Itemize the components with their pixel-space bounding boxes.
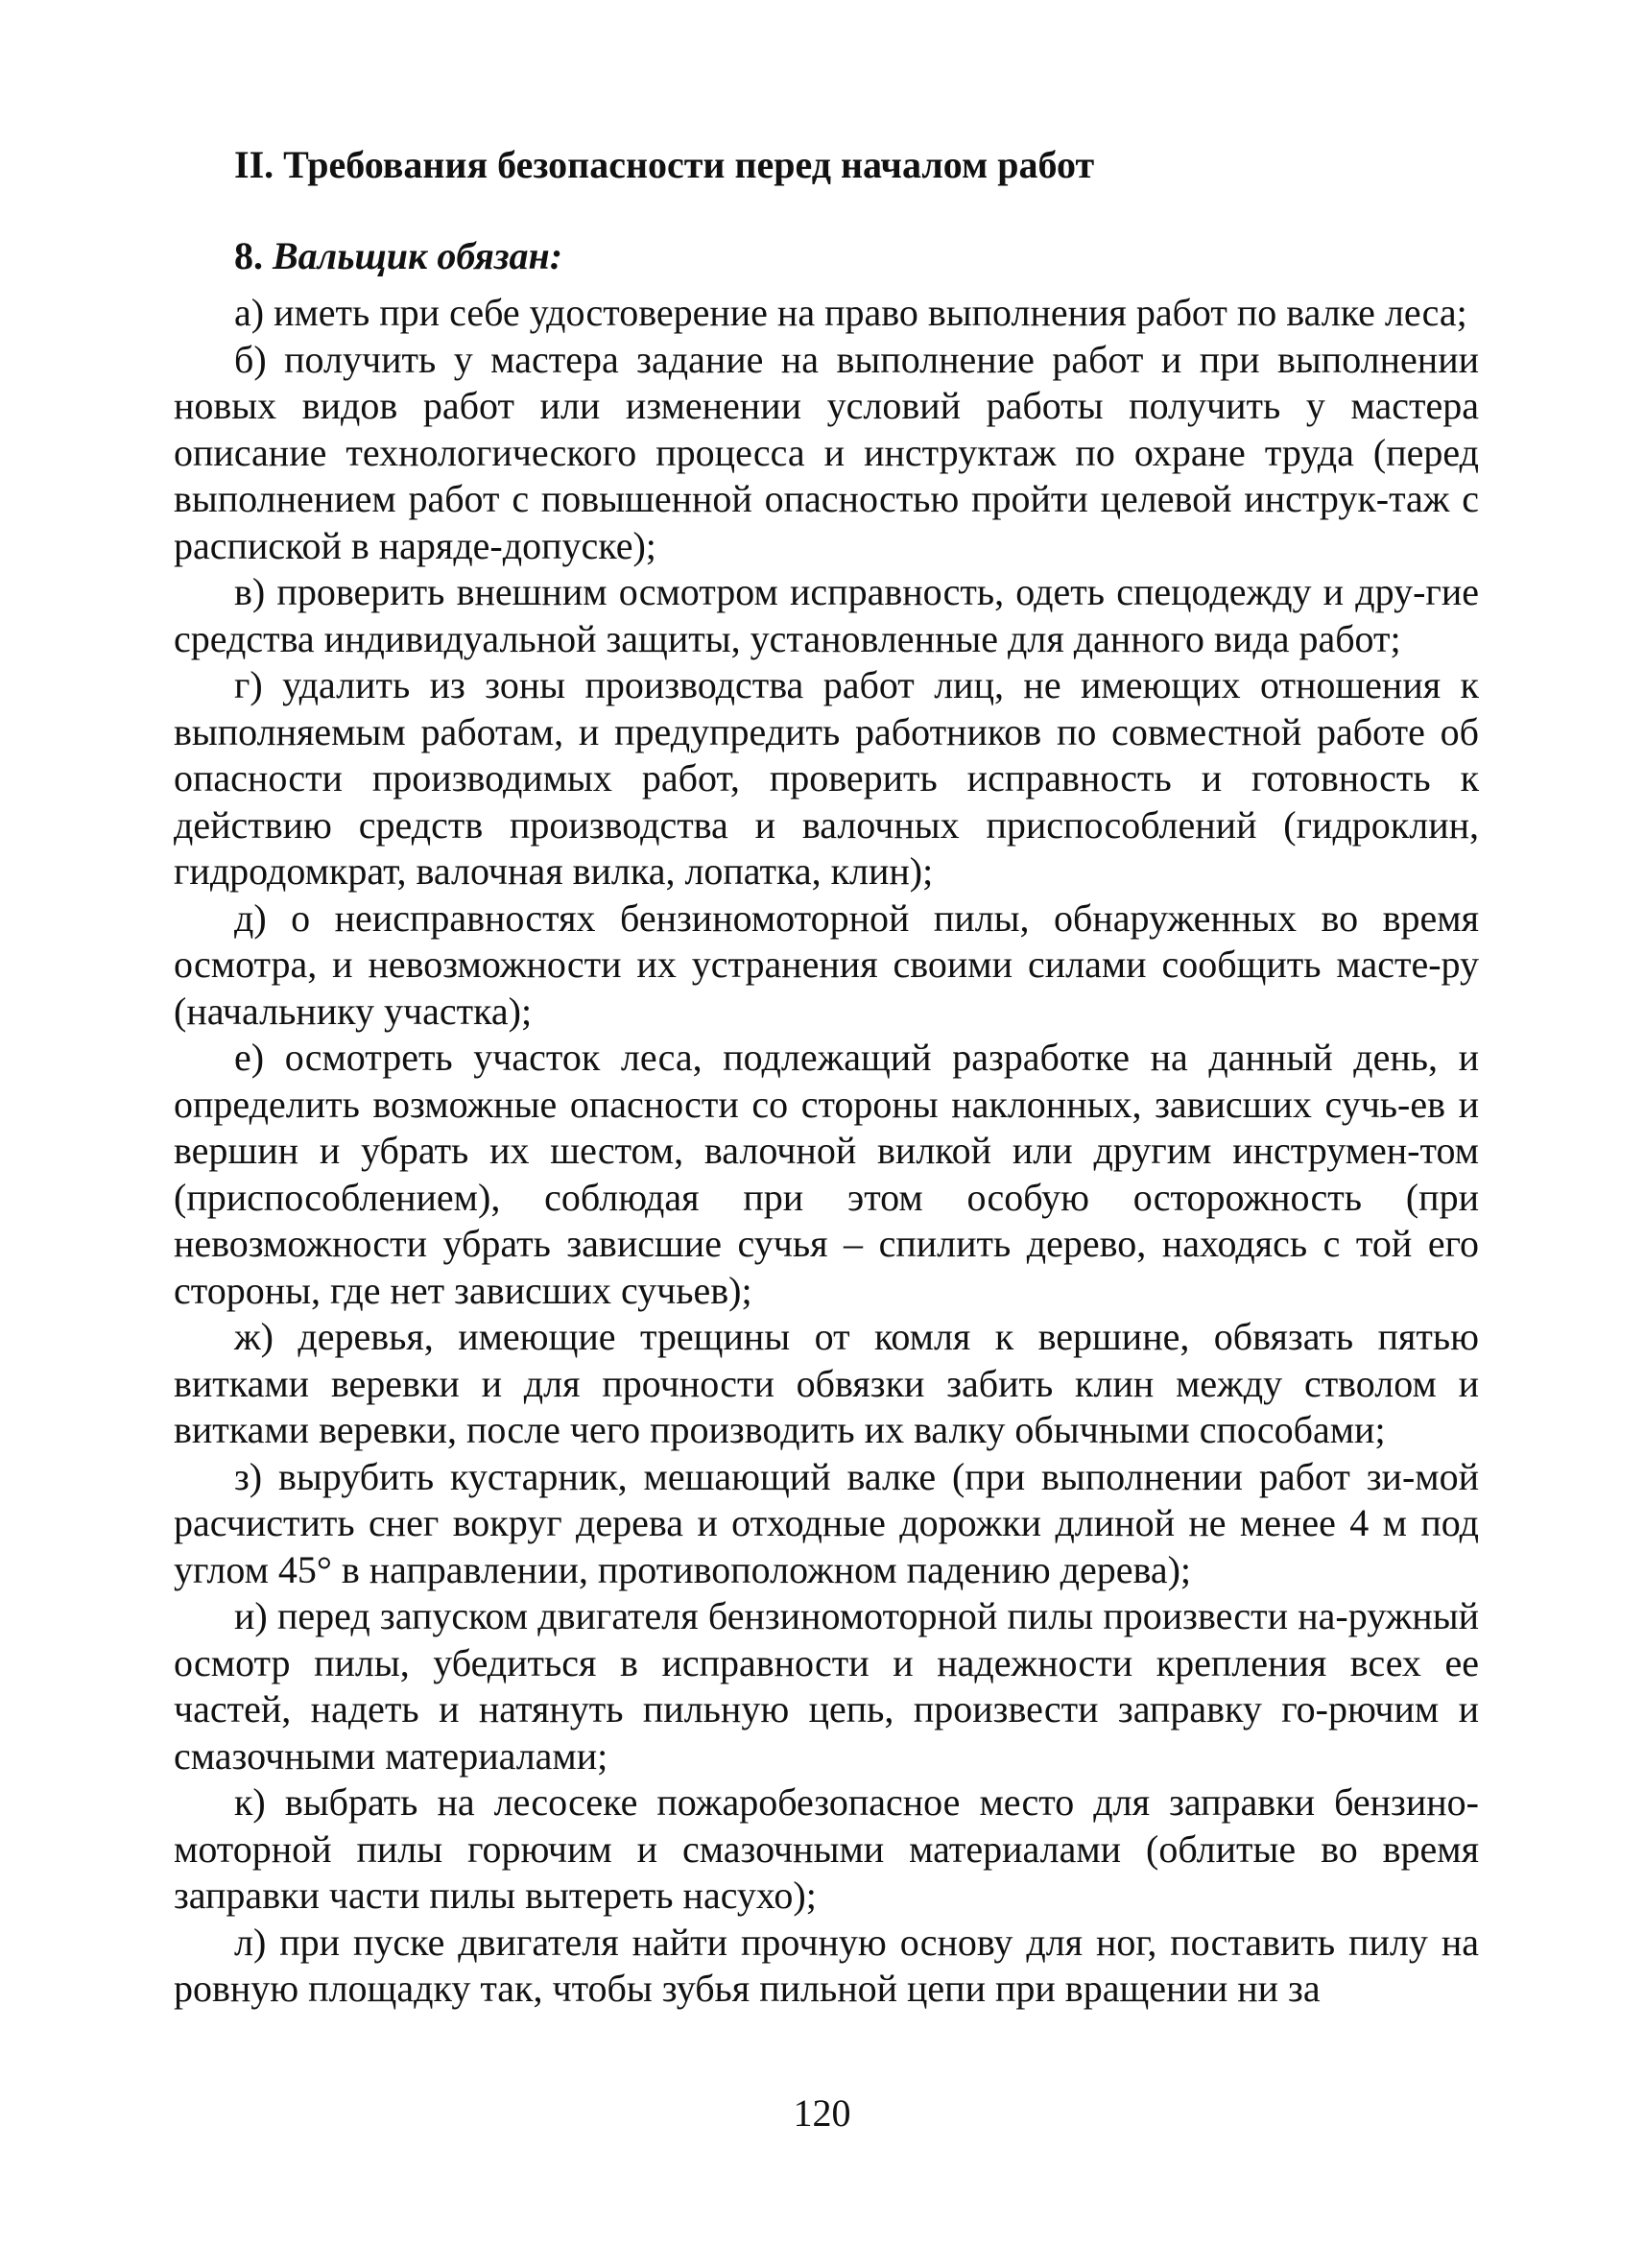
clause-number: 8.	[234, 234, 263, 277]
item-z: з) вырубить кустарник, мешающий валке (при выполнении работ зи-мой расчистить снег вокруг дерева и отходные дорожки длиной не менее 4 м под углом 45° в направлении, противоположном падению дерева);	[174, 1454, 1479, 1591]
item-a: а) иметь при себе удостоверение на право выполнения работ по валке леса;	[234, 291, 1467, 334]
item-k: к) выбрать на лесосеке пожаробезопасное место для заправки бензино-моторной пилы горючим и смазочными материалами (облитые во время заправки части пилы вытереть насухо);	[174, 1780, 1479, 1917]
item-b: б) получить у мастера задание на выполнение работ и при выполнении новых видов работ или изменении условий работы получить у мастера описание технологического процесса и инструктаж по охране труда (перед выполнением работ с повышенной опасностью пройти целевой инструк-таж с распиской в наряде-допуске);	[174, 337, 1479, 567]
item-zh: ж) деревья, имеющие трещины от комля к вершине, обвязать пятью витками веревки и для прочности обвязки забить клин между стволом и витками веревки, после чего производить их валку обычными способами;	[174, 1315, 1479, 1451]
section-heading: II. Требования безопасности перед началом работ	[234, 143, 1095, 186]
clause-title-text: Вальщик обязан:	[273, 234, 563, 277]
page-number: 120	[793, 2091, 851, 2135]
item-l: л) при пуске двигателя найти прочную основу для ног, поставить пилу на ровную площадку так, чтобы зубья пильной цепи при вращении ни за	[174, 1920, 1479, 2010]
item-d: д) о неисправностях бензиномоторной пилы, обнаруженных во время осмотра, и невозможности их устранения своими силами сообщить масте-ру (начальнику участка);	[174, 895, 1479, 1033]
item-e: е) осмотреть участок леса, подлежащий разработке на данный день, и определить возможные опасности со стороны наклонных, зависших сучь-ев и вершин и убрать их шестом, валочной вилкой или другим инструмен-том (приспособлением), соблюдая при этом особую осторожность (при невозможности убрать зависшие сучья – спилить дерево, находясь с той его стороны, где нет зависших сучьев);	[174, 1036, 1479, 1312]
clause-items	[174, 290, 1479, 2013]
clause-title	[234, 233, 562, 279]
item-i: и) перед запуском двигателя бензиномоторной пилы произвести на-ружный осмотр пилы, убедиться в исправности и надежности крепления всех ее частей, надеть и натянуть пильную цепь, произвести заправку го-рючим и смазочными материалами;	[174, 1594, 1479, 1778]
item-g: г) удалить из зоны производства работ лиц, не имеющих отношения к выполняемым работам, и предупредить работников по совместной работе об опасности производимых работ, проверить исправность и готовность к действию средств производства и валочных приспособлений (гидроклин, гидродомкрат, валочная вилка, лопатка, клин);	[174, 663, 1479, 893]
item-v: в) проверить внешним осмотром исправность, одеть спецодежду и дру-гие средства индивидуальной защиты, установленные для данного вида работ;	[174, 570, 1479, 660]
